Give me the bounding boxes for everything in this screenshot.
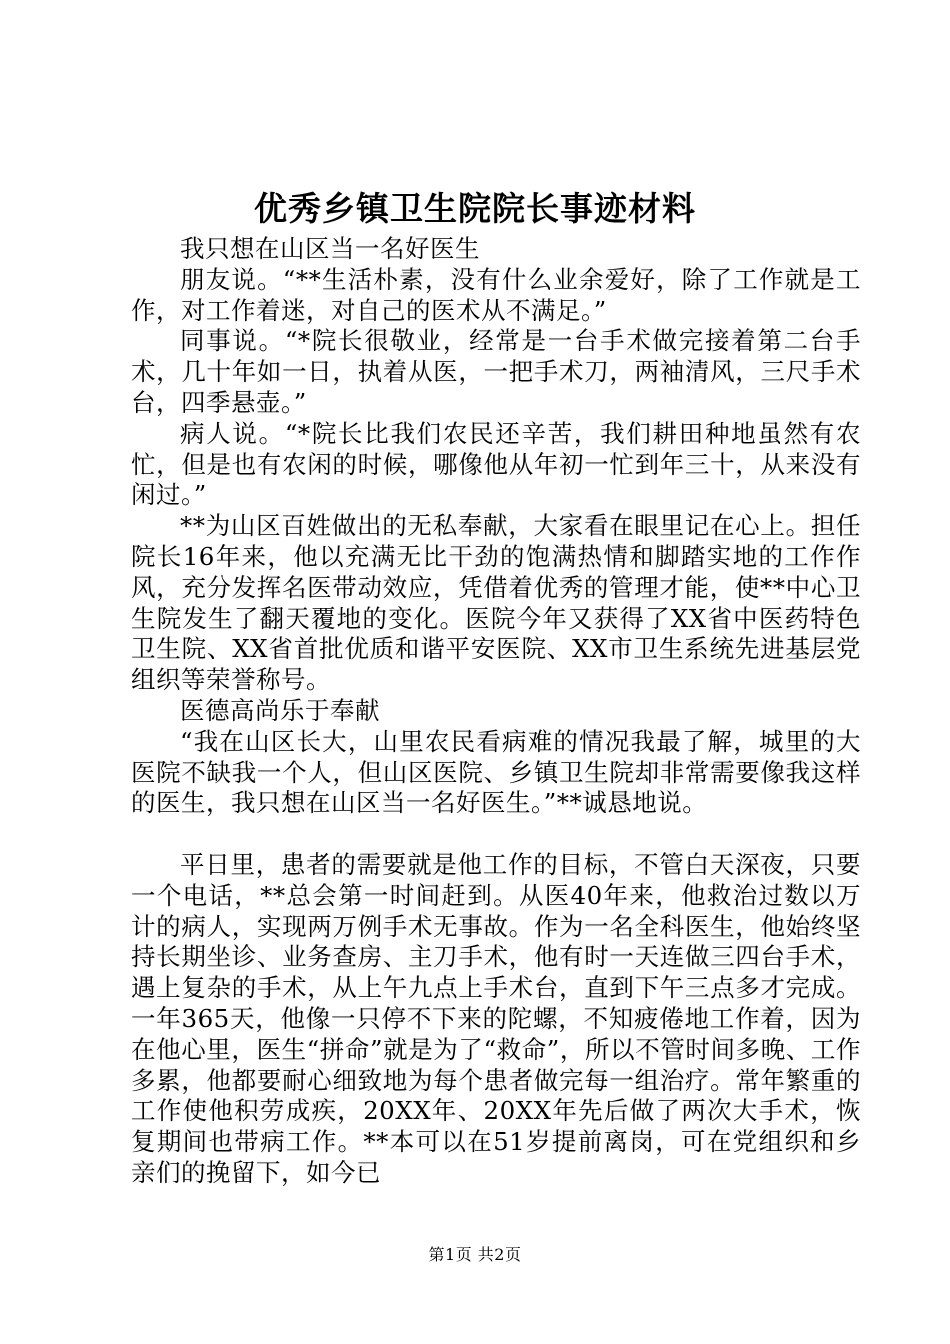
subheading-paragraph: 医德高尚乐于奉献	[180, 695, 380, 725]
paragraph-spacer	[131, 819, 861, 850]
body-paragraph: 朋友说。“**生活朴素，没有什么业余爱好，除了工作就是工作，对工作着迷，对自己的医术从不满足。”	[131, 264, 861, 325]
page-number-footer: 第1页 共2页	[428, 1245, 522, 1264]
body-paragraph: 平日里，患者的需要就是他工作的目标，不管白天深夜，只要一个电话，**总会第一时间赶到。从医40年来，他救治过数以万计的病人，实现两万例手术无事故。作为一名全科医生，他始终坚持长期坐诊、业务查房、主刀手术，他有时一天连做三四台手术，遇上复杂的手术，从上午九点上手术台，直到下午三点多才完成。一年365天，他像一只停不下来的陀螺，不知疲倦地工作着，因为在他心里，医生“拼命”就是为了“救命”，所以不管时间多晚、工作多累，他都要耐心细致地为每个患者做完每一组治疗。常年繁重的工作使他积劳成疾，20XX年、20XX年先后做了两次大手术，恢复期间也带病工作。**本可以在51岁提前离岗，可在党组织和乡亲们的挽留下，如今已	[131, 849, 861, 1187]
document-title: 优秀乡镇卫生院院长事迹材料	[254, 189, 696, 228]
body-paragraph: 同事说。“*院长很敬业，经常是一台手术做完接着第二台手术，几十年如一日，执着从医，一把手术刀，两袖清风，三尺手术台，四季悬壶。”	[131, 326, 861, 417]
body-paragraph: **为山区百姓做出的无私奉献，大家看在眼里记在心上。担任院长16年来，他以充满无比干劲的饱满热情和脚踏实地的工作作风，充分发挥名医带动效应，凭借着优秀的管理才能，使**中心卫生院发生了翻天覆地的变化。医院今年又获得了XX省中医药特色卫生院、XX省首批优质和谐平安医院、XX市卫生系统先进基层党组织等荣誉称号。	[131, 511, 861, 695]
document-body	[131, 234, 861, 1189]
body-paragraph: 病人说。“*院长比我们农民还辛苦，我们耕田种地虽然有农忙，但是也有农闲的时候，哪像他从年初一忙到年三十，从来没有闲过。”	[131, 418, 861, 510]
body-paragraph: “我在山区长大，山里农民看病难的情况我最了解，城里的大医院不缺我一个人，但山区医院、乡镇卫生院却非常需要像我这样的医生，我只想在山区当一名好医生。”**诚恳地说。	[131, 726, 861, 818]
subheading-paragraph: 我只想在山区当一名好医生	[180, 234, 480, 263]
